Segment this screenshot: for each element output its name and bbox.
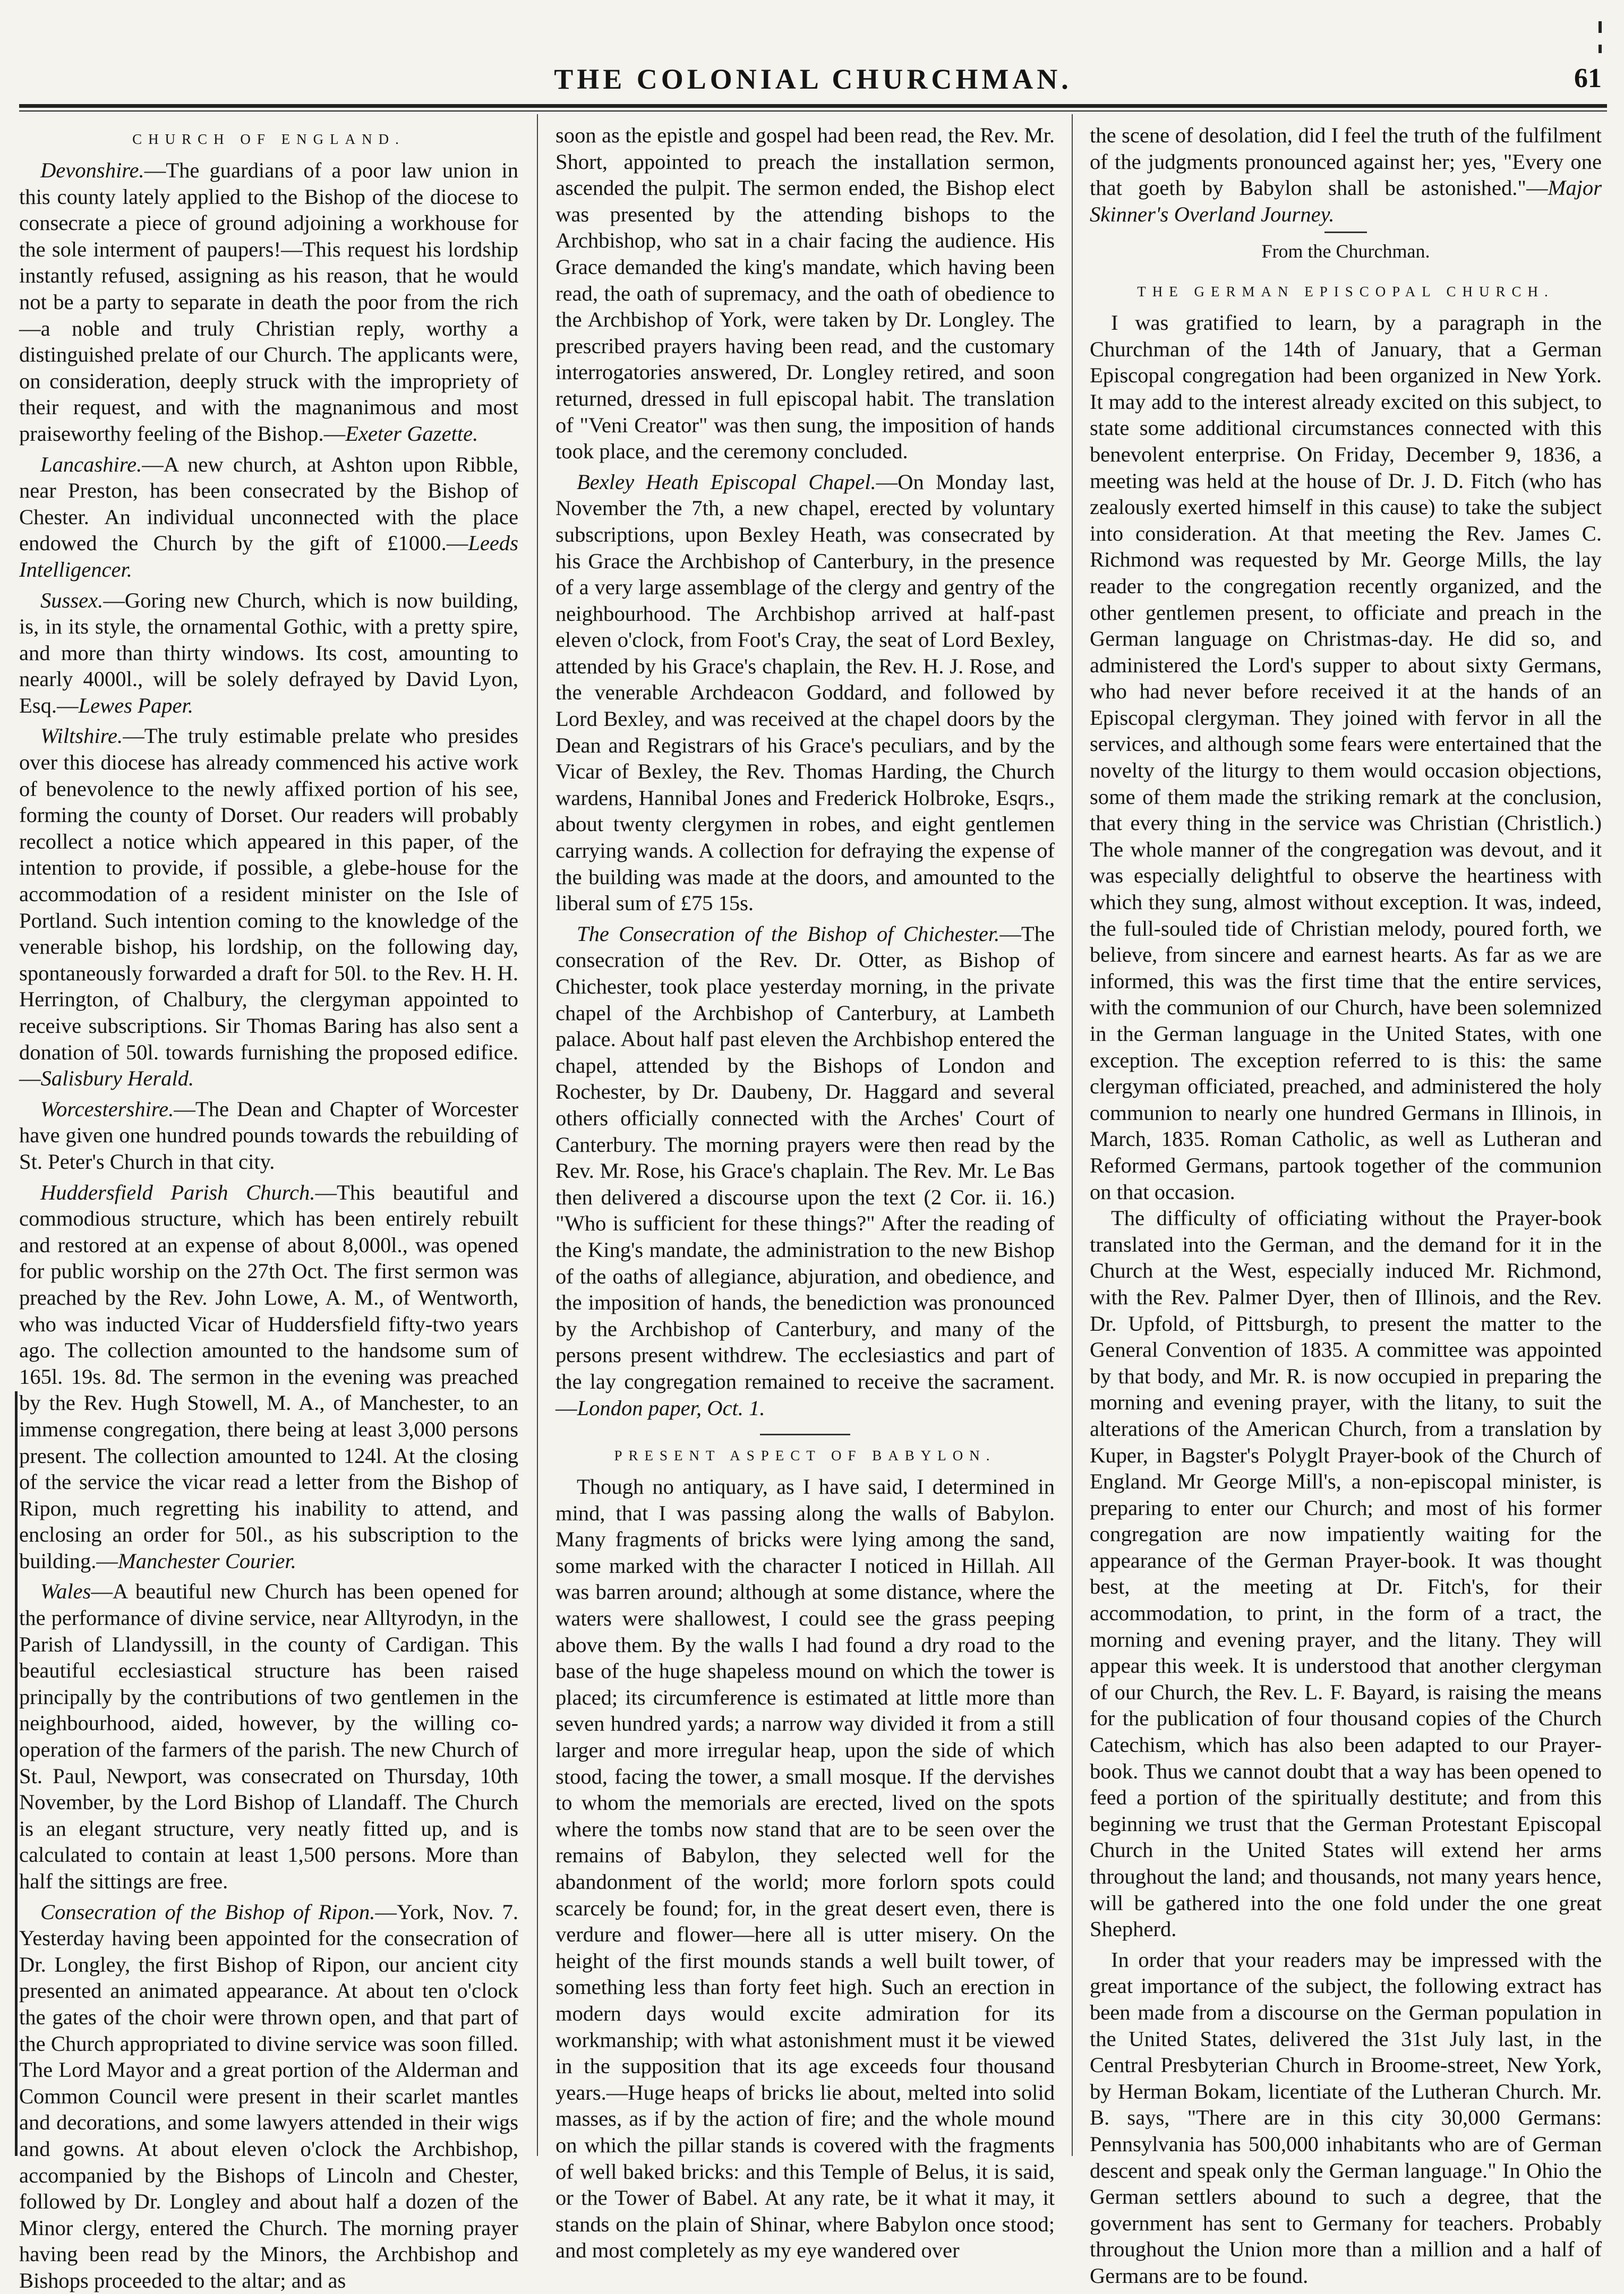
article-body: the scene of desolation, did I feel the truth of the fulfilment of the judgments pronounced against her; yes, "Every one that goeth by Babylon shall be astonished."—	[1090, 123, 1602, 200]
article-german-prayer-book: The difficulty of officiating without the Prayer-book translated into the German, and the demand for it in the Church at the West, especially induced Mr. Richmond, with the Rev. Palmer Dyer, then of Illinois, and the Rev. Dr. Upfold, of Pittsburgh, to present the matter to the General Convention of 1835. A committee was appointed by that body, and Mr. R. is now occupied in preparing the morning and evening prayer, with the litany, to suit the alterations of the American Church, from a translation by Kuper, in Bagster's Polyglt Prayer-book of the Church of England. Mr George Mill's, a non-episcopal minister, is preparing to enter our Church; and most of his former congregation are now impatiently waiting for the appearance of the German Prayer-book. It was thought best, at the meeting at Dr. Fitch's, for their accommodation, to print, in the form of a tract, the morning and evening prayer, and the litany. They will appear this week. It is understood that another clergyman of our Church, the Rev. L. F. Bayard, is raising the means for the publication of four thousand copies of the Church Catechism, which has also been adapted to our Prayer-book. Thus we cannot doubt that a way has been opened to feed a portion of the spiritually destitute; and from this beginning we trust that the German Protestant Episcopal Church in the United States will extend her arms throughout the land; and thousands, not many years hence, will be gathered into the one fold under the one great Shepherd.	[1090, 1206, 1602, 1941]
article-credit: From the Churchman.	[1261, 241, 1430, 262]
article-bexley-heath	[555, 469, 1055, 917]
article-lancashire	[19, 451, 518, 583]
article-body: —The Dean and Chapter of Worcester have given one hundred pounds towards the rebuilding of St. Peter's Church in that city.	[19, 1097, 518, 1174]
newspaper-page	[19, 0, 1607, 2292]
article-wales	[19, 1578, 518, 1894]
section-heading-german-episcopal: THE GERMAN EPISCOPAL CHURCH.	[1137, 283, 1554, 299]
article-ripon-consecration	[19, 1899, 518, 2294]
article-source: Leeds Intelligencer.	[19, 531, 518, 581]
column-middle	[555, 122, 1055, 2263]
article-source: Manchester Courier.	[118, 1548, 296, 1573]
article-separator	[760, 1434, 850, 1435]
column-left	[19, 122, 518, 2292]
article-german-episcopal: I was gratified to learn, by a paragraph in the Churchman of the 14th of January, that a German Episcopal congregation had been organized in New York. It may add to the interest already excited on this subject, to state some additional circumstances connected with this benevolent enterprise. On Friday, December 9, 1836, a meeting was held at the house of Dr. J. D. Fitch (who has zealously exerted himself in this cause) to take the subject into consideration. At that meeting the Rev. James C. Richmond was requested by Mr. George Mills, the lay reader to the congregation recently organized, and the other gentlemen present, to officiate and preach in the German language on Christmas-day. He did so, and administered the Lord's supper to about sixty Germans, who had never before received it at the hands of an Episcopal clergyman. They joined with fervor in all the services, and although some fears were entertained that the novelty of the liturgy to them would occasion objections, some of them made the striking remark at the conclusion, that every thing in the service was Christian (Christlich.) The whole manner of the congregation was devout, and it was especially delightful to observe the heartiness with which they sung, almost without exception. It was, indeed, the full-souled tide of Christian melody, poured forth, we believe, from sincere and earnest hearts. As far as we are informed, this was the first time that the entire services, with the communion of our Church, have been solemnized in the German language in the United States, with one exception. The exception referred to is this: the same clergyman officiated, preached, and administered the holy communion to nearly one hundred Germans in Illinois, in March, 1835. Roman Catholic, as well as Lutheran and Reformed Germans, partook together of the communion on that occasion.	[1090, 310, 1602, 1204]
article-lead: Worcestershire.	[40, 1097, 174, 1121]
article-lead: Bexley Heath Episcopal Chapel.	[577, 469, 876, 494]
article-babylon-continued	[1090, 122, 1602, 227]
article-devonshire	[19, 157, 518, 447]
article-body: —The consecration of the Rev. Dr. Otter, as Bishop of Chichester, took place yesterday morning, in the private chapel of the Archbishop of Canterbury, at Lambeth palace. About half past eleven the Archbishop entered the chapel, attended by the Bishops of London and Rochester, by Dr. Daubeny, Dr. Haggard and several others officially connected with the Arches' Court of Canterbury. The morning prayers were then read by the Rev. Mr. Rose, his Grace's chaplain. The Rev. Mr. Le Bas then delivered a discourse upon the text (2 Cor. ii. 16.) "Who is sufficient for these things?" After the reading of the King's mandate, the administration to the new Bishop of the oaths of allegiance, abjuration, and obedience, and the imposition of hands, the benediction was pronounced by the Archbishop of Canterbury, and many of the persons present withdrew. The ecclesiastics and part of the lay congregation remained to receive the sacrament.—	[555, 921, 1055, 1420]
section-heading-church-of-england: CHURCH OF ENGLAND.	[132, 131, 405, 147]
article-ripon-continued: soon as the epistle and gospel had been read, the Rev. Mr. Short, appointed to preach the installation sermon, ascended the pulpit. The sermon ended, the Bishop elect was presented by the attending bishops to the Archbishop, who sat in a chair facing the audience. His Grace demanded the king's mandate, which having been read, the oath of supremacy, and the oath of obedience to the Archbishop of York, were taken by Dr. Longley. The prescribed prayers having been read, and the customary interrogatories answered, Dr. Longley retired, and soon returned, dressed in full episcopal habit. The translation of "Veni Creator" was then sung, the imposition of hands took place, and the ceremony concluded.	[555, 123, 1055, 464]
column-divider-left	[537, 114, 538, 2156]
header-rule-thick	[19, 104, 1607, 108]
article-sussex	[19, 587, 518, 719]
column-divider-right	[1072, 114, 1073, 2156]
article-german-population: In order that your readers may be impressed with the great importance of the subject, the following extract has been made from a discourse on the German population in the United States, delivered the 31st July last, in the Central Presbyterian Church in Broome-street, New York, by Herman Bokam, licentiate of the Lutheran Church. Mr. B. says, "There are in this city 30,000 Germans: Pennsylvania has 500,000 inhabitants who are of German descent and speak only the German language." In Ohio the German settlers abound to such a degree, that the government has sent to Germany for teachers. Probably throughout the Union more than a million and a half of Germans are to be found.	[1090, 1947, 1602, 2288]
article-separator	[1324, 232, 1367, 233]
article-lead: Wales	[40, 1579, 91, 1604]
article-body: —This beautiful and commodious structure, which has been entirely rebuilt and restored at an expense of about 8,000l., was opened for public worship on the 27th Oct. The first sermon was preached by the Rev. John Lowe, A. M., of Wentworth, who was inducted Vicar of Huddersfield fifty-two years ago. The collection amounted to the handsome sum of 165l. 19s. 8d. The sermon in the evening was preached by the Rev. Hugh Stowell, M. A., of Manchester, to an immense congregation, there being at least 3,000 persons present. The collection amounted to 124l. At the closing of the service the vicar read a letter from the Bishop of Ripon, much regretting his inability to attend, and enclosing an order for 50l., as his subscription to the building.—	[19, 1180, 518, 1573]
article-source: Major Skinner's Overland Journey.	[1090, 176, 1602, 226]
column-right	[1090, 122, 1602, 2288]
article-body: —A beautiful new Church has been opened for the performance of divine service, near Alltyrodyn, in the Parish of Llandyssill, in the county of Cardigan. This beautiful ecclesiastical structure has been raised principally by the contributions of two gentlemen in the neighbourhood, aided, however, by the willing co-operation of the farmers of the parish. The new Church of St. Paul, Newport, was consecrated on Thursday, 10th November, by the Lord Bishop of Llandaff. The Church is an elegant structure, very neatly fitted up, and is calculated to contain at least 1,500 persons. More than half the sittings are free.	[19, 1579, 518, 1893]
article-lead: Huddersfield Parish Church.	[40, 1180, 315, 1204]
article-wiltshire	[19, 723, 518, 1091]
article-lead: The Consecration of the Bishop of Chichester.	[577, 921, 1000, 946]
article-lead: Lancashire.	[40, 452, 142, 476]
masthead	[19, 59, 1607, 102]
article-lead: Sussex.	[40, 588, 104, 612]
article-lead: Wiltshire.	[40, 724, 123, 748]
article-chichester-consecration	[555, 921, 1055, 1421]
section-heading-babylon: PRESENT ASPECT OF BABYLON.	[614, 1448, 996, 1464]
edge-mark	[1599, 21, 1602, 33]
page-number: 61	[1574, 63, 1602, 93]
article-babylon: Though no antiquary, as I have said, I determined in mind, that I was passing along the walls of Babylon. Many fragments of bricks were lying among the sand, some marked with the character I noticed in Hillah. All was barren around; although at some distance, where the waters were shallowest, I could see the grass peeping above them. By the walls I had found a dry road to the base of the huge shapeless mound on which the tower is placed; its circumference is estimated at little more than seven hundred yards; a narrow way divided it from a still larger and more irregular heap, upon the side of which stood, facing the tower, a small mosque. If the dervishes to whom the memorials are erected, lived on the spots where the tombs now stand that are to be seen over the remains of Babylon, they selected well for the abandonment of the world; more forlorn spots could scarcely be found; for, in the great desert even, there is verdure and flower—here all is utter misery. On the height of the first mounds stands a well built tower, of something less than forty feet high. Such an erection in modern days would excite admiration for its workmanship; with what astonishment must it be viewed in the supposition that its age exceeds four thousand years.—Huge heaps of bricks lie about, melted into solid masses, as if by the action of fire; and the whole mound on which the pillar stands is covered with the fragments of well baked bricks: and this Temple of Belus, it is said, or the Tower of Babel. At any rate, be it what it may, it stands on the plain of Shinar, where Babylon once stood; and most completely as my eye wandered over	[555, 1475, 1055, 2263]
article-source: London paper, Oct. 1.	[577, 1396, 765, 1420]
article-huddersfield	[19, 1179, 518, 1574]
edge-mark	[1599, 45, 1602, 53]
article-body: —A new church, at Ashton upon Ribble, near Preston, has been consecrated by the Bishop of Chester. An individual unconnected with the place endowed the Church by the gift of £1000.—	[19, 452, 518, 555]
article-lead: Consecration of the Bishop of Ripon.	[40, 1899, 375, 1924]
article-body: —York, Nov. 7. Yesterday having been appointed for the consecration of Dr. Longley, the first Bishop of Ripon, our ancient city presented an animated appearance. At about ten o'clock the gates of the choir were thrown open, and that part of the Church appropriated to divine service was soon filled. The Lord Mayor and a great portion of the Alderman and Common Council were present in their scarlet mantles and decorations, and some lawyers attended in their wigs and gowns. At about eleven o'clock the Archbishop, accompanied by the Bishops of Lincoln and Chester, followed by Dr. Longley and about half a dozen of the Minor clergy, entered the Church. The morning prayer having been read by the Minors, the Archbishop and Bishops proceeded to the altar; and as	[19, 1899, 518, 2292]
article-body: —The guardians of a poor law union in this county lately applied to the Bishop of the diocese to consecrate a piece of ground adjoining a workhouse for the sole interment of paupers!—This request his lordship instantly refused, assigning as his reason, that he would not be a party to separate in death the poor from the rich—a noble and truly Christian reply, worthy a distinguished prelate of our Church. The applicants were, on consideration, deeply struck with the impropriety of their request, and with the magnanimous and most praiseworthy feeling of the Bishop.—	[19, 158, 518, 446]
article-source: Lewes Paper.	[78, 693, 193, 717]
gutter-rule	[15, 1391, 18, 2156]
article-source: Salisbury Herald.	[40, 1066, 194, 1091]
article-body: —The truly estimable prelate who presides over this diocese has already commenced his active work of benevolence to the newly affixed portion of his see, forming the county of Dorset. Our readers will probably recollect a notice which appeared in this paper, of the intention to provide, if possible, a glebe-house for the accommodation of a resident minister on the Isle of Portland. Such intention coming to the knowledge of the venerable bishop, his lordship, on the following day, spontaneously forwarded a draft for 50l. to the Rev. H. H. Herrington, of Chalbury, the clergyman appointed to receive subscriptions. Sir Thomas Baring has also sent a donation of 50l. towards furnishing the proposed edifice.—	[19, 724, 518, 1091]
header-rule-thin	[19, 110, 1607, 112]
article-body: —Goring new Church, which is now building, is, in its style, the ornamental Gothic, with a pretty spire, and more than thirty windows. Its cost, amounting to nearly 4000l., will be solely defrayed by David Lyon, Esq.—	[19, 588, 518, 717]
article-lead: Devonshire.	[40, 158, 144, 182]
article-worcestershire	[19, 1096, 518, 1175]
article-source: Exeter Gazette.	[345, 421, 478, 446]
article-body: —On Monday last, November the 7th, a new chapel, erected by voluntary subscriptions, upon Bexley Heath, was consecrated by his Grace the Archbishop of Canterbury, in the presence of a very large assemblage of the clergy and gentry of the neighbourhood. The Archbishop arrived at half-past eleven o'clock, from Foot's Cray, the seat of Lord Bexley, attended by his Grace's chaplain, the Rev. H. J. Rose, and the venerable Archdeacon Goddard, and followed by Lord Bexley, and was received at the chapel doors by the Dean and Registrars of his Grace's peculiars, and by the Vicar of Bexley, the Rev. Thomas Harding, the Church wardens, Hannibal Jones and Frederick Holbroke, Esqrs., about twenty clergymen in robes, and eight gentlemen carrying wands. A collection for defraying the expense of the building was made at the doors, and amounted to the liberal sum of £75 15s.	[555, 469, 1055, 915]
newspaper-title: THE COLONIAL CHURCHMAN.	[554, 63, 1072, 95]
